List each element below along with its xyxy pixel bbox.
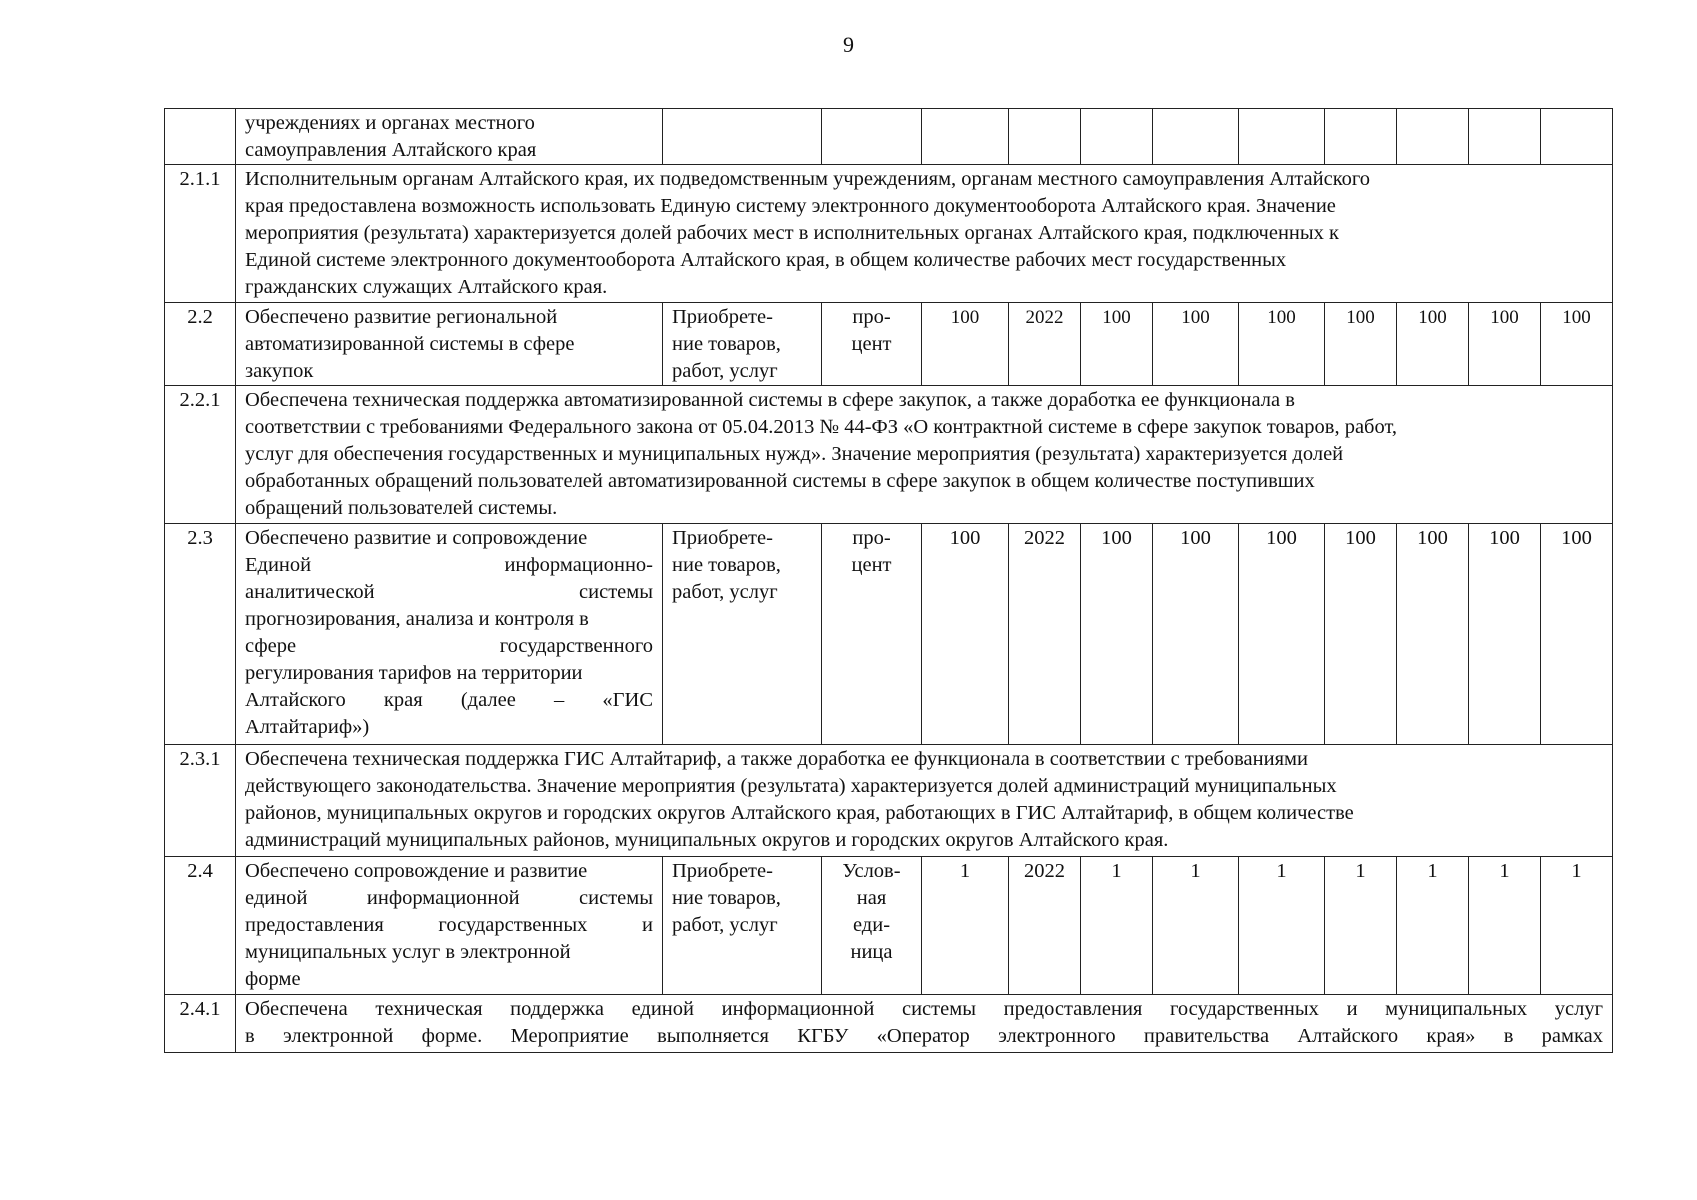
- base-year: 2022: [1009, 857, 1081, 995]
- table-row: [165, 303, 1613, 386]
- text-line: сфере государственного: [245, 635, 653, 657]
- empty-cell: [663, 109, 822, 165]
- text-line: цент: [851, 333, 892, 355]
- empty-cell: [1081, 109, 1153, 165]
- year-value: 1: [1325, 857, 1397, 995]
- year-value: 100: [1397, 303, 1469, 386]
- text-line: Исполнительным органам Алтайского края, их подведомственным учреждениям, органам местного самоуправления Алтайского: [245, 168, 1371, 190]
- empty-cell: [822, 109, 922, 165]
- expense-type: [663, 303, 822, 386]
- row-number: [165, 109, 236, 165]
- text-line: обращений пользователей системы.: [245, 497, 558, 519]
- table-row: [165, 857, 1613, 995]
- unit-of-measure: [822, 857, 922, 995]
- measure-description: [236, 109, 663, 165]
- text-line: Приобрете-: [672, 527, 773, 549]
- text-line: учреждениях и органах местного: [245, 112, 535, 134]
- text-line: предоставления государственных и: [245, 914, 653, 936]
- text-line: работ, услуг: [672, 360, 778, 382]
- text-line: единой информационной системы: [245, 887, 653, 909]
- measure-description: [236, 857, 663, 995]
- text-line: обработанных обращений пользователей автоматизированной системы в сфере закупок в общем количестве поступивших: [245, 470, 1315, 492]
- year-value: 1: [1397, 857, 1469, 995]
- text-line: Обеспечено развитие региональной: [245, 306, 558, 328]
- text-line: Услов-: [842, 860, 901, 882]
- table-row: [165, 995, 1613, 1053]
- table-row: [165, 745, 1613, 857]
- text-line: Единой системе электронного документооборота Алтайского края, в общем количестве рабочих мест государственных: [245, 249, 1287, 271]
- empty-cell: [1325, 109, 1397, 165]
- year-value: 100: [1397, 524, 1469, 745]
- text-line: про-: [852, 306, 891, 328]
- year-value: 100: [1325, 303, 1397, 386]
- year-value: 100: [1153, 524, 1239, 745]
- base-value: 1: [922, 857, 1009, 995]
- text-line: Обеспечено развитие и сопровождение: [245, 527, 588, 549]
- program-table: [164, 108, 1613, 1053]
- year-value: 100: [1541, 303, 1613, 386]
- empty-cell: [922, 109, 1009, 165]
- text-line: Алтайтариф»): [245, 716, 370, 738]
- text-line: ние товаров,: [672, 333, 781, 355]
- year-value: 100: [1081, 524, 1153, 745]
- text-line: про-: [852, 527, 891, 549]
- text-line: работ, услуг: [672, 581, 778, 603]
- year-value: 100: [1239, 524, 1325, 745]
- text-line: самоуправления Алтайского края: [245, 139, 537, 161]
- result-description: [236, 745, 1613, 857]
- unit-of-measure: [822, 303, 922, 386]
- empty-cell: [1541, 109, 1613, 165]
- text-line: районов, муниципальных округов и городских округов Алтайского края, работающих в ГИС Алтайтариф, в общем количестве: [245, 802, 1354, 824]
- year-value: 100: [1153, 303, 1239, 386]
- text-line: Единой информационно-: [245, 554, 653, 576]
- text-line: администраций муниципальных районов, муниципальных округов и городских округов Алтайского края.: [245, 829, 1169, 851]
- empty-cell: [1009, 109, 1081, 165]
- text-line: Обеспечена техническая поддержка автоматизированной системы в сфере закупок, а также доработка ее функционала в: [245, 389, 1295, 411]
- text-line: ние товаров,: [672, 887, 781, 909]
- empty-cell: [1397, 109, 1469, 165]
- unit-of-measure: [822, 524, 922, 745]
- base-year: 2022: [1009, 303, 1081, 386]
- base-value: 100: [922, 524, 1009, 745]
- expense-type: [663, 524, 822, 745]
- table-row: [165, 386, 1613, 524]
- text-line: ная: [856, 887, 887, 909]
- year-value: 100: [1469, 524, 1541, 745]
- text-line: края предоставлена возможность использовать Единую систему электронного документооборота Алтайского края. Значение: [245, 195, 1336, 217]
- text-line: Обеспечена техническая поддержка ГИС Алтайтариф, а также доработка ее функционала в соответствии с требованиями: [245, 748, 1308, 770]
- year-value: 100: [1469, 303, 1541, 386]
- year-value: 1: [1081, 857, 1153, 995]
- year-value: 1: [1239, 857, 1325, 995]
- result-description: [236, 386, 1613, 524]
- text-line: Обеспечена техническая поддержка единой информационной системы предоставления государственных и муниципальных услуг: [245, 998, 1603, 1020]
- expense-type: [663, 857, 822, 995]
- text-line: в электронной форме. Мероприятие выполняется КГБУ «Оператор электронного правительства Алтайского края» в рамках: [245, 1025, 1603, 1047]
- text-line: автоматизированной системы в сфере: [245, 333, 575, 355]
- row-number: 2.4: [165, 857, 236, 995]
- table-row: [165, 524, 1613, 745]
- year-value: 1: [1153, 857, 1239, 995]
- measure-description: [236, 303, 663, 386]
- year-value: 100: [1325, 524, 1397, 745]
- result-description: [236, 165, 1613, 303]
- text-line: действующего законодательства. Значение мероприятия (результата) характеризуется долей администраций муниципальных: [245, 775, 1337, 797]
- result-description: [236, 995, 1613, 1053]
- text-line: Алтайского края (далее – «ГИС: [245, 689, 653, 711]
- table-row: [165, 165, 1613, 303]
- row-number: 2.1.1: [165, 165, 236, 303]
- empty-cell: [1469, 109, 1541, 165]
- base-year: 2022: [1009, 524, 1081, 745]
- text-line: прогнозирования, анализа и контроля в: [245, 608, 589, 630]
- year-value: 100: [1081, 303, 1153, 386]
- text-line: работ, услуг: [672, 914, 778, 936]
- text-line: регулирования тарифов на территории: [245, 662, 583, 684]
- text-line: Приобрете-: [672, 306, 773, 328]
- text-line: ние товаров,: [672, 554, 781, 576]
- text-line: ница: [850, 941, 893, 963]
- row-number: 2.4.1: [165, 995, 236, 1053]
- empty-cell: [1239, 109, 1325, 165]
- text-line: аналитической системы: [245, 581, 653, 603]
- year-value: 1: [1541, 857, 1613, 995]
- text-line: Обеспечено сопровождение и развитие: [245, 860, 588, 882]
- text-line: еди-: [852, 914, 891, 936]
- text-line: муниципальных услуг в электронной: [245, 941, 571, 963]
- year-value: 100: [1541, 524, 1613, 745]
- page-number: 9: [843, 32, 854, 57]
- row-number: 2.2.1: [165, 386, 236, 524]
- table-row: [165, 109, 1613, 165]
- row-number: 2.3: [165, 524, 236, 745]
- text-line: услуг для обеспечения государственных и муниципальных нужд». Значение мероприятия (результата) характеризуется долей: [245, 443, 1344, 465]
- text-line: соответствии с требованиями Федерального закона от 05.04.2013 № 44-ФЗ «О контрактной системе в сфере закупок товаров, работ,: [245, 416, 1397, 438]
- empty-cell: [1153, 109, 1239, 165]
- text-line: гражданских служащих Алтайского края.: [245, 276, 608, 298]
- text-line: закупок: [245, 360, 314, 382]
- base-value: 100: [922, 303, 1009, 386]
- text-line: форме: [245, 968, 301, 990]
- text-line: Приобрете-: [672, 860, 773, 882]
- measure-description: [236, 524, 663, 745]
- row-number: 2.3.1: [165, 745, 236, 857]
- year-value: 100: [1239, 303, 1325, 386]
- text-line: мероприятия (результата) характеризуется долей рабочих мест в исполнительных органах Алтайского края, подключенных к: [245, 222, 1339, 244]
- year-value: 1: [1469, 857, 1541, 995]
- text-line: цент: [851, 554, 892, 576]
- row-number: 2.2: [165, 303, 236, 386]
